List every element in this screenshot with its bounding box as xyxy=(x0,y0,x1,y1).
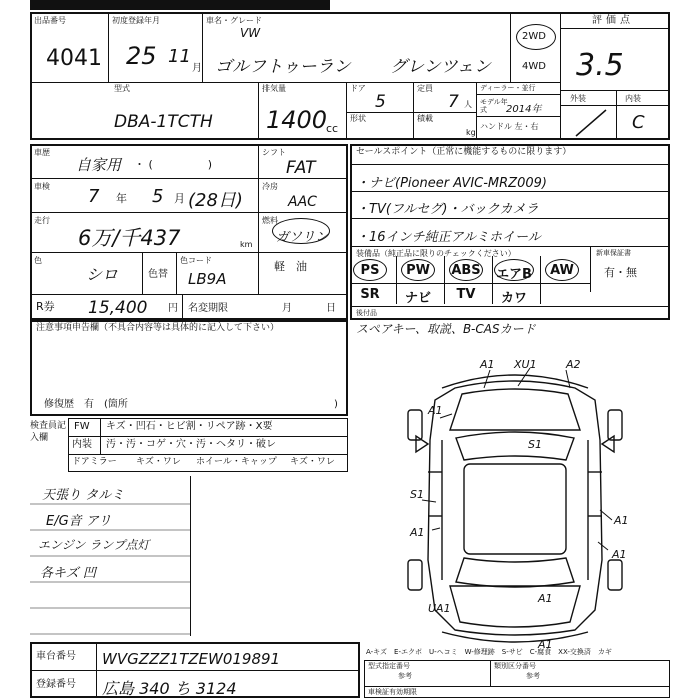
drive-4wd: 4WD xyxy=(522,61,546,72)
disp-value: 1400 xyxy=(266,106,328,134)
equip-label: 装備品（純正品に限りのチェックください） xyxy=(356,249,516,258)
interior-label: 内装 xyxy=(72,439,92,450)
diesel-label: 軽 油 xyxy=(274,260,307,273)
opt-ps-circle xyxy=(353,259,387,281)
recycle-label: R券 xyxy=(36,300,55,313)
history-label: 車歴 xyxy=(34,148,50,157)
opt-abs-circle xyxy=(449,259,483,281)
opt-pw-circle xyxy=(401,259,435,281)
color-change-label: 色替 xyxy=(148,269,168,280)
mirror-label: ドアミラー xyxy=(72,457,117,467)
load-label: 積載 xyxy=(417,114,433,123)
notes-title: 注意事項申告欄（不具合内容等は具体的に記入して下さい） xyxy=(36,323,280,333)
damage-mark-2: XU1 xyxy=(514,360,537,371)
ref-label-1: 型式指定番号 xyxy=(368,662,410,670)
model-year-value: 2014年 xyxy=(506,104,542,115)
inspection-label: 車検 xyxy=(34,182,50,191)
history-value: 自家用 xyxy=(76,156,122,174)
ac-label: 冷房 xyxy=(262,182,278,191)
ref-sub-1: 参考 xyxy=(398,672,412,680)
fuel-label: 燃料 xyxy=(262,216,278,225)
damage-legend: A-キズ E-エクボ U-ヘコミ W-修理跡 S-サビ C-腐食 XX-交換済 カギ xyxy=(366,648,612,656)
grade-name: グレンツェン xyxy=(390,57,491,77)
damage-mark-10: UA1 xyxy=(428,602,451,615)
remark-1: 天張り タルミ xyxy=(42,488,125,503)
type-value: DBA-1TCTH xyxy=(114,112,213,132)
door-value: 5 xyxy=(375,92,386,112)
int-grade: C xyxy=(632,112,645,133)
wheel-items: キズ・ワレ xyxy=(290,457,335,467)
opt-airbag: エアB xyxy=(496,267,532,282)
fuel-value: ガソリン xyxy=(276,230,329,245)
remark-3: エンジン ランプ点灯 xyxy=(38,538,150,552)
capacity-label: 定員 xyxy=(417,84,433,93)
auction-sheet xyxy=(30,8,670,698)
mileage-label: 走行 xyxy=(34,216,50,225)
repair-label: 修復歴 有 (箇所 xyxy=(44,399,128,410)
opt-airbag-circle xyxy=(494,259,534,281)
km-unit: km xyxy=(240,240,253,249)
chassis-label: 車台番号 xyxy=(36,651,76,662)
sales-line-3: ・16インチ純正アルミホイール xyxy=(356,230,541,245)
capacity-unit: 人 xyxy=(464,100,472,109)
month-label: 月 xyxy=(282,303,292,314)
shift-value: FAT xyxy=(286,158,316,178)
opt-leather: カワ xyxy=(500,291,527,306)
lot-number: 4041 xyxy=(46,46,102,71)
model-name: ゴルフトゥーラン xyxy=(215,57,351,77)
model-year-label: モデル年式 xyxy=(480,98,508,114)
opt-pw: PW xyxy=(406,263,430,278)
ext-grade-slash xyxy=(570,108,610,138)
name-label: 車名・グレード xyxy=(206,16,262,25)
shape-label: 形状 xyxy=(350,114,366,123)
damage-mark-9: A1 xyxy=(612,548,627,561)
sales-line-2: ・TV(フルセグ)・バックカメラ xyxy=(356,202,539,217)
sales-line-1: ・ナビ(Pioneer AVIC-MRZ009) xyxy=(356,176,547,191)
color-label: 色 xyxy=(34,256,42,265)
dealer-label: ディーラー・並行 xyxy=(480,84,536,92)
ref-sub-2: 参考 xyxy=(526,672,540,680)
chassis-number: WVGZZZ1TZEW019891 xyxy=(102,650,281,668)
registration-number: 広島 340 ち 3124 xyxy=(102,679,237,698)
damage-mark-6: S1 xyxy=(410,488,424,501)
drive-2wd-circle xyxy=(516,24,556,50)
maker: VW xyxy=(240,26,261,40)
damage-mark-5: S1 xyxy=(528,438,542,451)
wheel-label: ホイール・キャップ xyxy=(196,457,277,467)
lot-label: 出品番号 xyxy=(34,16,66,25)
day-label: 日 xyxy=(326,303,336,314)
type-label: 型式 xyxy=(114,84,130,93)
color-value: シロ xyxy=(86,265,119,284)
fw-items: キズ・凹石・ヒビ割・リペア跡・X要 xyxy=(106,421,273,432)
disp-label: 排気量 xyxy=(262,84,286,93)
disp-unit: cc xyxy=(326,122,339,135)
first-reg-month: 11 xyxy=(168,46,191,67)
damage-mark-1: A1 xyxy=(480,360,495,371)
kg-unit: kg xyxy=(466,128,476,137)
opt-sr: SR xyxy=(360,287,380,302)
handle-label: ハンドル 左・右 xyxy=(480,122,539,131)
damage-mark-4: A1 xyxy=(428,404,443,417)
history-sep: ・ ( ) xyxy=(134,158,213,171)
remark-4: 各キズ 凹 xyxy=(40,566,96,581)
interior-items: 汚・汚・コゲ・穴・汚・ヘタリ・破レ xyxy=(106,439,276,450)
damage-mark-12: A1 xyxy=(538,638,553,650)
name-change-label: 名変期限 xyxy=(188,303,228,314)
mirror-items: キズ・ワレ xyxy=(136,457,181,467)
ac-value: AAC xyxy=(288,194,317,210)
opt-navi: ナビ xyxy=(404,291,431,306)
opt-abs: ABS xyxy=(451,263,481,278)
sales-title: セールスポイント（正常に機能するものに限ります） xyxy=(356,147,572,157)
remark-2: E/G音 アリ xyxy=(46,514,112,529)
door-label: ドア xyxy=(350,84,366,93)
shift-label: シフト xyxy=(262,148,286,157)
score-label: 評価点 xyxy=(592,15,634,26)
insp-month-unit: 月 xyxy=(174,192,185,205)
damage-mark-7: A1 xyxy=(410,526,425,539)
header-bar xyxy=(30,0,330,10)
color-code-label: 色コード xyxy=(180,256,212,265)
opt-aw: AW xyxy=(550,263,574,278)
ref-label-2: 類別区分番号 xyxy=(494,662,536,670)
score-value: 3.5 xyxy=(576,48,624,83)
damage-mark-8: A1 xyxy=(614,514,629,527)
opt-ps: PS xyxy=(360,263,380,278)
fw-label: FW xyxy=(74,421,90,432)
registration-label: 登録番号 xyxy=(36,679,76,690)
aftermarket-value: スペアキー、取説、B-CASカード xyxy=(356,322,536,336)
warranty-label: 新車保証書 xyxy=(596,249,631,257)
opt-tv: TV xyxy=(456,287,476,302)
car-diagram xyxy=(380,360,650,650)
recycle-value: 15,400 xyxy=(88,298,148,318)
color-code-value: LB9A xyxy=(188,270,227,288)
inspector-label: 検査員記入欄 xyxy=(30,421,67,443)
warranty-value: 有・無 xyxy=(604,266,637,279)
insp-day: (28日) xyxy=(188,190,243,211)
ext-label: 外装 xyxy=(570,94,586,103)
drive-2wd: 2WD xyxy=(522,31,546,42)
int-label: 内装 xyxy=(625,94,641,103)
yen-unit: 円 xyxy=(168,303,178,314)
damage-mark-3: A2 xyxy=(566,360,581,371)
repair-close: ) xyxy=(334,399,338,410)
mileage-value: 6万/千437 xyxy=(78,226,181,250)
rev-label: 車検証有効期限 xyxy=(368,688,417,696)
insp-year: 7 xyxy=(88,186,100,207)
year-unit: 年 xyxy=(116,192,127,205)
first-reg-year: 25 xyxy=(126,42,157,70)
fuel-circle xyxy=(272,218,330,244)
month-unit: 月 xyxy=(192,63,202,74)
aftermarket-label: 後付品 xyxy=(356,309,377,317)
insp-month: 5 xyxy=(152,186,164,207)
opt-aw-circle xyxy=(545,259,579,281)
first-reg-label: 初度登録年月 xyxy=(112,16,160,25)
damage-mark-11: A1 xyxy=(538,592,553,605)
capacity-value: 7 xyxy=(448,92,459,112)
